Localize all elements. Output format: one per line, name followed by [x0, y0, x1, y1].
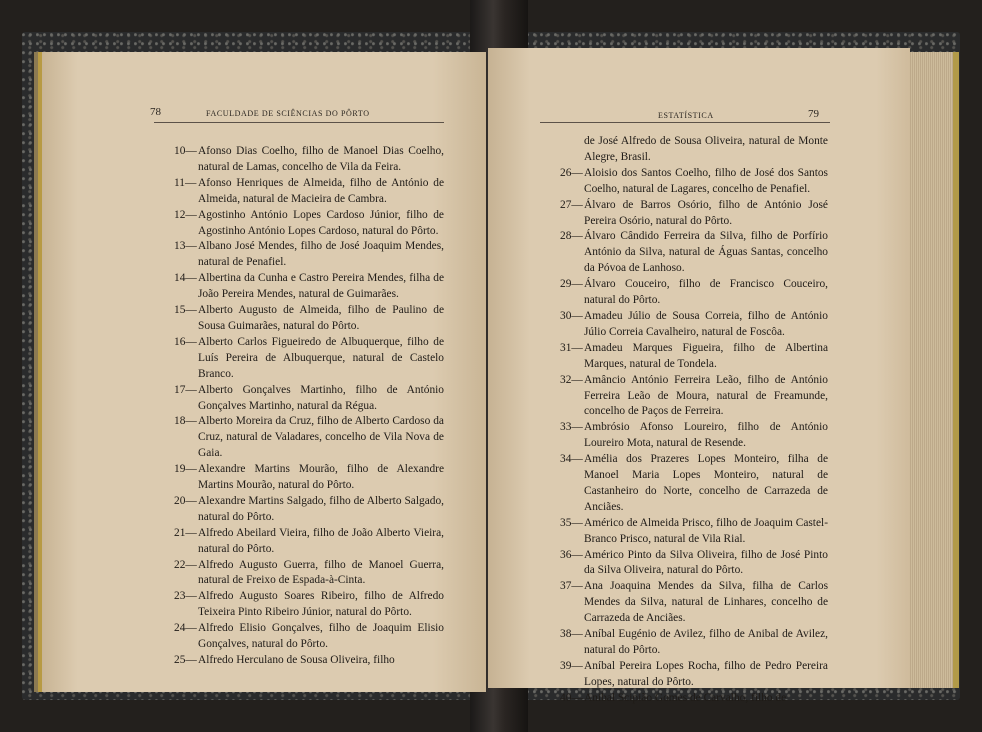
entry-item	[560, 452, 828, 516]
entry-text: Alfredo Herculano de Sousa Oliveira, filho	[198, 654, 395, 666]
entry-item	[560, 309, 828, 341]
entry-item	[560, 579, 828, 627]
entry-number: 10—	[174, 145, 197, 157]
entry-item	[560, 341, 828, 373]
entry-text: Amadeu Júlio de Sousa Correia, filho de António Júlio Correia Cavalheiro, natural de Foscôa.	[584, 309, 828, 338]
entry-item	[560, 691, 828, 707]
entry-item	[560, 198, 828, 230]
entry-text: Amâncio António Ferreira Leão, filho de António Ferreira Leão de Moura, natural de Freamunde, concelho de Paços de Ferreira.	[584, 373, 828, 418]
left-page-number: 78	[150, 106, 161, 118]
entry-number: 16—	[174, 335, 197, 348]
entry-text: Ana Joaquina Mendes da Silva, filha de Carlos Mendes da Silva, natural de Linhares, concelho de Carrazeda de Anciães.	[584, 580, 828, 625]
left-header-rule	[154, 122, 444, 123]
entry-text: Alfredo Elisio Gonçalves, filho de Joaquim Elisio Gonçalves, natural do Pôrto.	[198, 622, 444, 651]
right-header-rule	[540, 122, 830, 123]
entry-number: 38—	[560, 628, 583, 641]
entry-number: 27—	[560, 198, 583, 211]
continuation-entry	[560, 134, 828, 166]
right-running-head: ESTATÍSTICA	[658, 111, 714, 120]
entry-text: Alfredo Abeilard Vieira, filho de João Alberto Vieira, natural do Pôrto.	[198, 526, 444, 555]
entry-number: 26—	[560, 166, 583, 179]
entry-text: Ambrósio Afonso Loureiro, filho de António Loureiro Mota, natural de Resende.	[584, 421, 828, 450]
entry-item	[174, 558, 444, 590]
entry-item	[560, 516, 828, 548]
entry-text: Afonso Dias Coelho, filho de Manoel Dias Coelho, natural de Lamas, concelho de Vila da Feira.	[198, 145, 444, 173]
entry-text: Alberto Carlos Figueiredo de Albuquerque, filho de Luís Pereira de Albuquerque, natural de Castelo Branco.	[198, 335, 444, 380]
entry-text: Albertina da Cunha e Castro Pereira Mendes, filha de João Pereira Mendes, natural de Guimarães.	[198, 272, 444, 301]
entry-item	[174, 526, 444, 558]
entry-item	[174, 144, 444, 176]
entry-item	[174, 414, 444, 462]
entry-text: Agostinho António Lopes Cardoso Júnior, filho de Agostinho António Lopes Cardoso, natural do Pôrto.	[198, 208, 444, 237]
entry-text: Alfredo Augusto Guerra, filho de Manoel Guerra, natural de Freixo de Espada-à-Cinta.	[198, 558, 444, 587]
entry-number: 23—	[174, 590, 197, 603]
entry-number: 14—	[174, 272, 197, 285]
entry-number: 15—	[174, 304, 197, 317]
entry-item	[174, 335, 444, 383]
entry-number: 22—	[174, 558, 197, 571]
entry-text: Alberto Moreira da Cruz, filho de Alberto Cardoso da Cruz, natural de Valadares, concelho de Vila Nova de Gaia.	[198, 415, 444, 460]
right-page-number: 79	[808, 108, 819, 120]
entry-item	[174, 208, 444, 240]
page-block-edge	[905, 52, 959, 688]
entry-item	[560, 373, 828, 421]
entry-number: 39—	[560, 659, 583, 672]
entry-number: 30—	[560, 309, 583, 322]
entry-item	[174, 462, 444, 494]
entry-text: Anibal Scipião Gomes de Carvalho, filho de	[584, 691, 787, 704]
entry-text: Aníbal Pereira Lopes Rocha, filho de Pedro Pereira Lopes, natural do Pôrto.	[584, 659, 828, 688]
entry-item	[560, 420, 828, 452]
entry-number: 19—	[174, 463, 197, 476]
entry-item	[174, 239, 444, 271]
entry-item	[174, 653, 444, 669]
entry-text: Alexandre Martins Salgado, filho de Alberto Salgado, natural do Pôrto.	[198, 494, 444, 523]
entry-item	[174, 621, 444, 653]
entry-number: 18—	[174, 415, 197, 428]
entry-item	[560, 659, 828, 691]
entry-text: Alberto Augusto de Almeida, filho de Paulino de Sousa Guimarães, natural do Pôrto.	[198, 304, 444, 332]
right-entry-list	[560, 134, 828, 707]
entry-item	[174, 494, 444, 526]
entry-number: 29—	[560, 278, 583, 291]
entry-number: 17—	[174, 383, 197, 396]
entry-item	[560, 277, 828, 309]
entry-number: 28—	[560, 230, 583, 243]
entry-number: 32—	[560, 373, 583, 386]
entry-number: 24—	[174, 622, 197, 635]
entry-number: 31—	[560, 341, 583, 354]
entry-item	[174, 176, 444, 208]
entry-text: Álvaro Couceiro, filho de Francisco Couceiro, natural do Pôrto.	[584, 278, 828, 307]
continuation-text: de José Alfredo de Sousa Oliveira, natural de Monte Alegre, Brasil.	[584, 135, 828, 163]
entry-item	[174, 271, 444, 303]
right-page	[488, 48, 910, 704]
left-entry-list	[174, 144, 444, 669]
entry-item	[560, 229, 828, 277]
left-page	[42, 52, 486, 692]
entry-number: 33—	[560, 421, 583, 434]
entry-item	[560, 548, 828, 580]
entry-number: 40—	[560, 691, 583, 704]
left-running-head: FACULDADE DE SCIÊNCIAS DO PÔRTO	[206, 109, 370, 118]
entry-text: Américo Pinto da Silva Oliveira, filho de José Pinto da Silva Oliveira, natural do Pôrto.	[584, 548, 828, 577]
entry-text: Alexandre Martins Mourão, filho de Alexandre Martins Mourão, natural do Pôrto.	[198, 463, 444, 492]
entry-text: Albano José Mendes, filho de José Joaquim Mendes, natural de Penafiel.	[198, 240, 444, 269]
entry-number: 11—	[174, 176, 197, 189]
entry-number: 36—	[560, 548, 583, 561]
entry-item	[560, 627, 828, 659]
entry-text: Aloisio dos Santos Coelho, filho de José dos Santos Coelho, natural de Lagares, concelho de Penafiel.	[584, 166, 828, 195]
entry-item	[560, 166, 828, 198]
entry-item	[174, 303, 444, 335]
entry-number: 25—	[174, 654, 197, 666]
entry-text: Amélia dos Prazeres Lopes Monteiro, filha de Manoel Maria Lopes Monteiro, natural de Castanheiro do Norte, concelho de Carrazeda de Anciães.	[584, 453, 828, 513]
entry-text: Alberto Gonçalves Martinho, filho de António Gonçalves Martinho, natural da Régua.	[198, 383, 444, 412]
entry-text: Álvaro de Barros Osório, filho de António José Pereira Osório, natural do Pôrto.	[584, 198, 828, 227]
entry-item	[174, 383, 444, 415]
entry-number: 12—	[174, 208, 197, 221]
entry-number: 21—	[174, 526, 197, 539]
entry-number: 34—	[560, 453, 583, 466]
entry-text: Amadeu Marques Figueira, filho de Albertina Marques, natural de Tondela.	[584, 341, 828, 370]
entry-text: Aníbal Eugénio de Avilez, filho de Anibal de Avilez, natural do Pôrto.	[584, 628, 828, 656]
entry-number: 35—	[560, 516, 583, 529]
entry-text: Álvaro Cândido Ferreira da Silva, filho de Porfírio António da Silva, natural de Águas Santas, concelho da Póvoa de Lanhoso.	[584, 230, 828, 275]
entry-text: Afonso Henriques de Almeida, filho de António de Almeida, natural de Macieira de Cambra.	[198, 176, 444, 205]
entry-number: 37—	[560, 580, 583, 593]
entry-text: Américo de Almeida Prisco, filho de Joaquim Castel-Branco Prisco, natural de Vila Rial.	[584, 516, 828, 545]
entry-item	[174, 589, 444, 621]
entry-number: 20—	[174, 494, 197, 507]
entry-number: 13—	[174, 240, 197, 253]
entry-text: Alfredo Augusto Soares Ribeiro, filho de Alfredo Teixeira Pinto Ribeiro Júnior, natural do Pôrto.	[198, 590, 444, 619]
